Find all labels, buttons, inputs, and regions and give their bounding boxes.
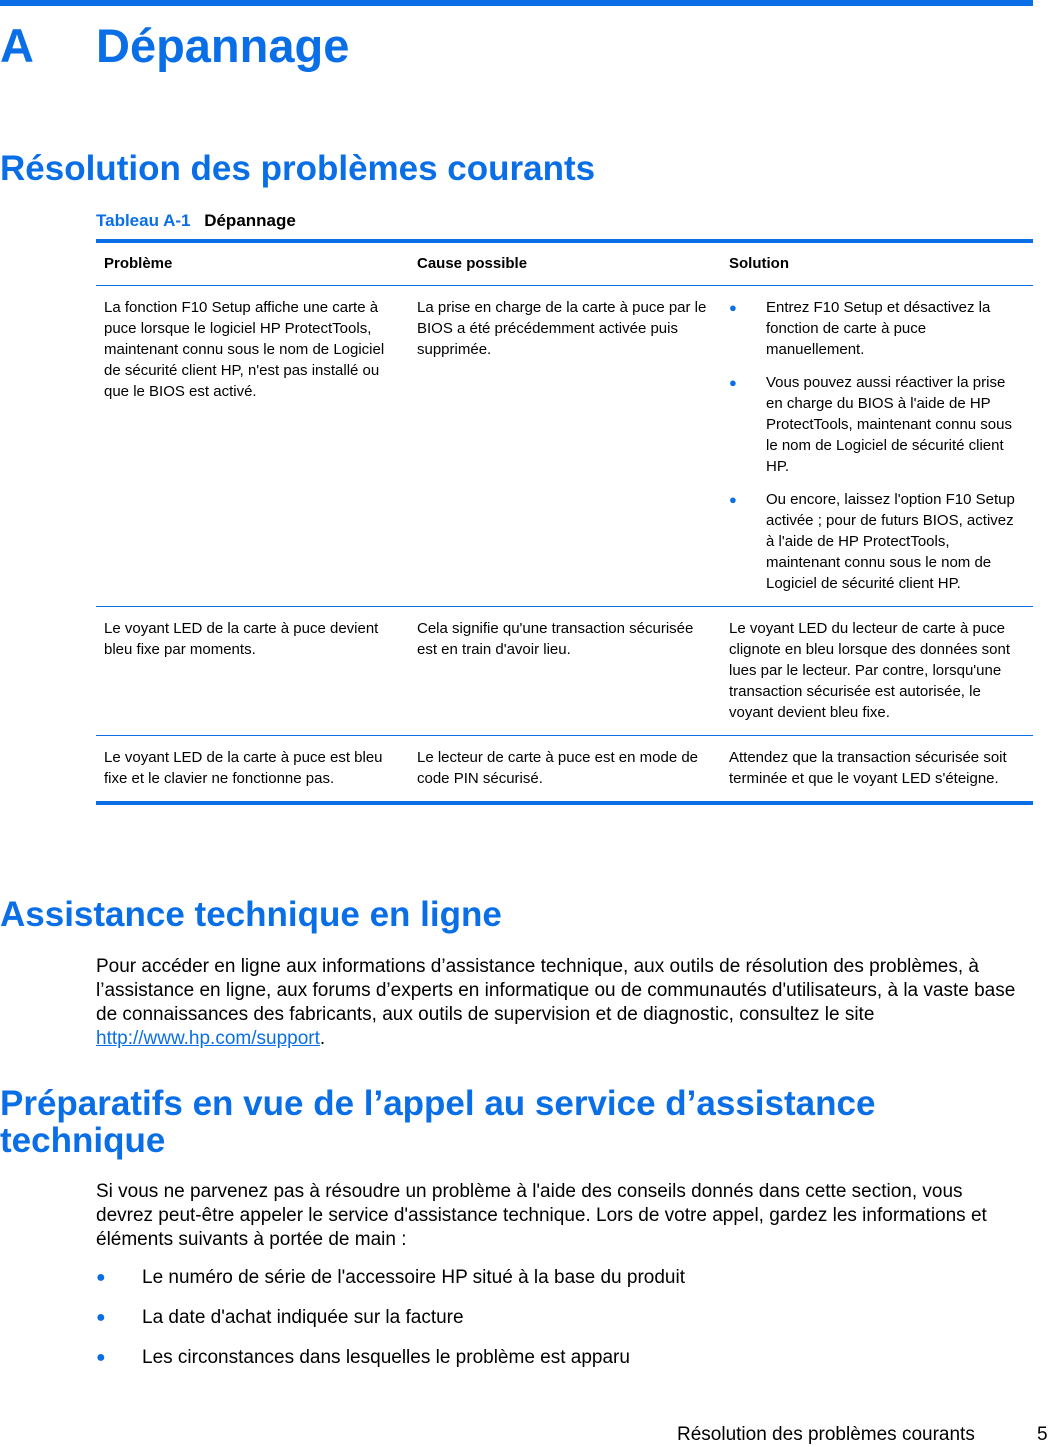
list-item: ● La date d'achat indiquée sur la facture (96, 1307, 464, 1328)
cell-solution: Le voyant LED du lecteur de carte à puce clignote en bleu lorsque des données sont lues par le lecteur. Par contre, lorsqu'une transaction sécurisée est autorisée, le voyant devient bleu fixe. (729, 620, 1011, 721)
list-item: ● Le numéro de série de l'accessoire HP situé à la base du produit (96, 1267, 685, 1288)
troubleshooting-table (96, 239, 1033, 805)
footer-page-number: 5 (1037, 1424, 1048, 1445)
footer-section-title: Résolution des problèmes courants (677, 1424, 975, 1445)
top-rule (0, 0, 1033, 6)
cell-probleme: Le voyant LED de la carte à puce devient bleu fixe par moments. (104, 620, 379, 658)
header-solution: Solution (721, 241, 1033, 286)
section-heading-assistance: Assistance technique en ligne (0, 895, 502, 934)
solution-list (729, 297, 1025, 594)
table-caption (96, 211, 296, 231)
solution-list-item: ● Vous pouvez aussi réactiver la prise en charge du BIOS à l'aide de HP ProtectTools, maintenant connu sous le nom de Logiciel de sécurité client HP. (729, 374, 1012, 475)
solution-list-item: ● Entrez F10 Setup et désactivez la fonction de carte à puce manuellement. (729, 299, 991, 358)
cell-cause: La prise en charge de la carte à puce par le BIOS a été précédemment activée puis supprimée. (417, 299, 707, 358)
preparatifs-paragraph: Si vous ne parvenez pas à résoudre un problème à l'aide des conseils donnés dans cette section, vous devrez peut-être appeler le service d'assistance technique. Lors de votre appel, gardez les informations et éléments suivants à portée de main : (96, 1181, 987, 1250)
cell-probleme: La fonction F10 Setup affiche une carte à puce lorsque le logiciel HP ProtectTools, maintenant connu sous le nom de Logiciel de sécurité client HP, n'est pas installé ou que le BIOS est activé. (104, 299, 385, 400)
solution-list-item: ● Ou encore, laissez l'option F10 Setup activée ; pour de futurs BIOS, activez à l'aide de HP ProtectTools, maintenant connu sous le nom de Logiciel de sécurité client HP. (729, 491, 1015, 592)
cell-probleme: Le voyant LED de la carte à puce est bleu fixe et le clavier ne fonctionne pas. (104, 749, 383, 787)
table-header-row (96, 241, 1033, 286)
bullet-icon: ● (96, 1309, 106, 1326)
table-row (96, 736, 1033, 804)
bullet-icon: ● (729, 375, 737, 390)
cell-solution: Attendez que la transaction sécurisée soit terminée et que le voyant LED s'éteigne. (729, 749, 1007, 787)
header-cause: Cause possible (409, 241, 721, 286)
preparatifs-list (96, 1266, 685, 1386)
bullet-icon: ● (729, 300, 737, 315)
cell-solution (721, 286, 1033, 607)
section-heading-resolution: Résolution des problèmes courants (0, 149, 596, 188)
table-row (96, 286, 1033, 607)
support-link[interactable]: http://www.hp.com/support (96, 1028, 320, 1049)
header-probleme: Problème (96, 241, 409, 286)
chapter-title: Dépannage (96, 19, 350, 72)
table-caption-number: Tableau A-1 (96, 211, 191, 230)
bullet-icon: ● (729, 492, 737, 507)
section-heading-preparatifs: Préparatifs en vue de l’appel au service d’assistance technique (0, 1084, 876, 1160)
assistance-paragraph: Pour accéder en ligne aux informations d’assistance technique, aux outils de résolution des problèmes, à l’assistance en ligne, aux forums d’experts en informatique ou de communautés d'utilisateurs, à la vaste base de connaissances des fabricants, aux outils de supervision et de diagnostic, consultez le site http://www.hp.com/support. (96, 956, 1016, 1049)
bullet-icon: ● (96, 1349, 106, 1366)
cell-cause: Le lecteur de carte à puce est en mode de code PIN sécurisé. (417, 749, 699, 787)
chapter-letter: A (0, 19, 34, 72)
bullet-icon: ● (96, 1269, 106, 1286)
table-row (96, 607, 1033, 736)
cell-cause: Cela signifie qu'une transaction sécurisée est en train d'avoir lieu. (417, 620, 694, 658)
table-caption-title: Dépannage (204, 211, 296, 230)
list-item: ● Les circonstances dans lesquelles le problème est apparu (96, 1347, 630, 1368)
